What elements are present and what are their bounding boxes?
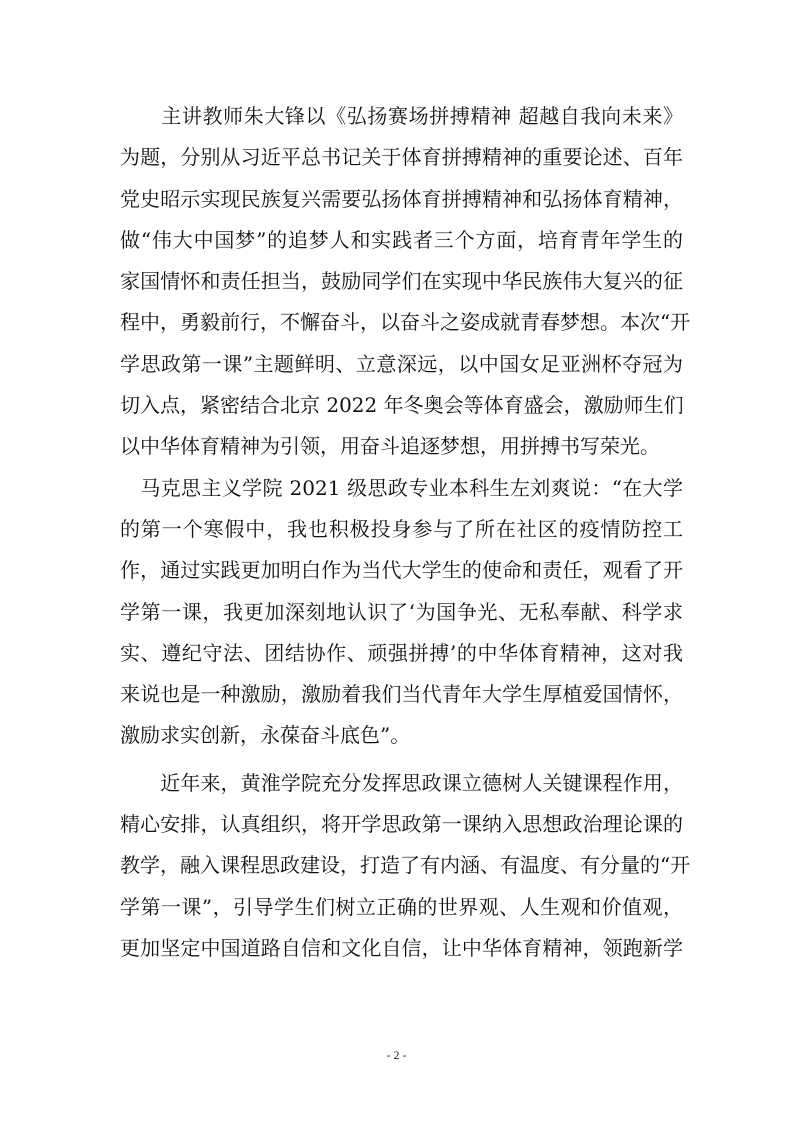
page-number: - 2 -	[386, 1048, 407, 1062]
text-line: 家国情怀和责任担当，鼓励同学们在实现中华民族伟大复兴的征	[120, 269, 683, 294]
text-line: 程中，勇毅前行，不懈奋斗，以奋斗之姿成就青春梦想。本次“开	[120, 310, 691, 335]
text-line: 实、遵纪守法、团结协作、顽强拼搏’的中华体育精神，这对我	[120, 640, 683, 665]
text-line: 更加坚定中国道路自信和文化自信，让中华体育精神，领跑新学	[120, 935, 683, 960]
text-line: 近年来，黄淮学院充分发挥思政课立德树人关键课程作用，	[120, 770, 683, 795]
paragraph-summary	[120, 763, 691, 969]
document-body	[120, 96, 691, 969]
text-line: 马克思主义学院 2021 级思政专业本科生左刘爽说：“在大学	[120, 475, 683, 500]
paragraph-lecture	[120, 96, 691, 468]
text-line: 作，通过实践更加明白作为当代大学生的使命和责任，观看了开	[120, 558, 683, 583]
text-line: 党史昭示实现民族复兴需要弘扬体育拼搏精神和弘扬体育精神，	[120, 186, 683, 211]
text-line: 做“伟大中国梦”的追梦人和实践者三个方面，培育青年学生的	[120, 227, 683, 252]
paragraph-student-quote	[120, 468, 683, 757]
text-line: 来说也是一种激励，激励着我们当代青年大学生厚植爱国情怀，	[120, 682, 683, 707]
text-line: 的第一个寒假中，我也积极投身参与了所在社区的疫情防控工	[120, 516, 683, 541]
text-line: 激励求实创新，永葆奋斗底色”。	[120, 723, 411, 748]
text-line: 以中华体育精神为引领，用奋斗追逐梦想，用拼搏书写荣光。	[120, 434, 660, 459]
text-line: 精心安排，认真组织，将开学思政第一课纳入思想政治理论课的	[120, 812, 683, 837]
text-line: 学思政第一课”主题鲜明、立意深远，以中国女足亚洲杯夺冠为	[120, 351, 683, 376]
text-line: 学第一课”，引导学生们树立正确的世界观、人生观和价值观，	[120, 894, 683, 919]
text-line: 教学，融入课程思政建设，打造了有内涵、有温度、有分量的“开	[120, 853, 691, 878]
text-line: 主讲教师朱大锋以《弘扬赛场拼搏精神 超越自我向未来》	[120, 104, 683, 128]
text-line: 切入点，紧密结合北京 2022 年冬奥会等体育盛会，激励师生们	[120, 393, 684, 418]
text-line: 学第一课，我更加深刻地认识了‘为国争光、无私奉献、科学求	[120, 599, 683, 624]
text-line: 为题，分别从习近平总书记关于体育拼搏精神的重要论述、百年	[120, 145, 683, 170]
